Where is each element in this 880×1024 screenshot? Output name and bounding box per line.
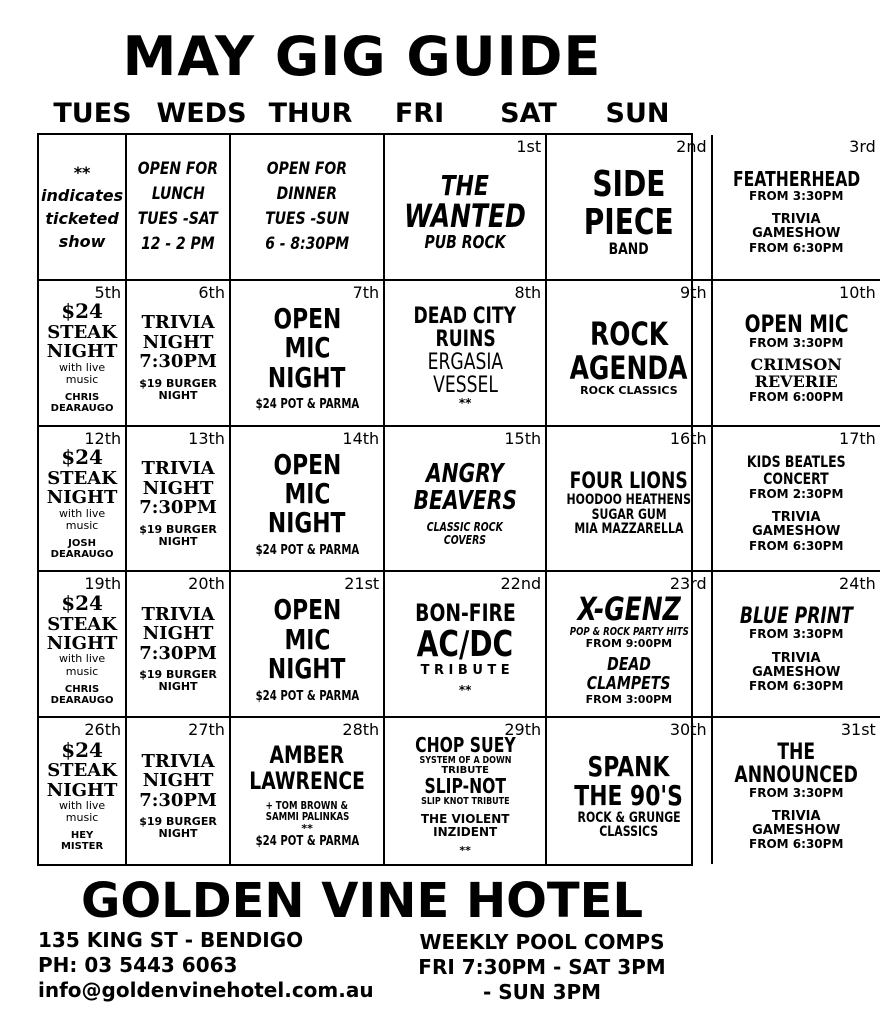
event-title: MIC bbox=[284, 476, 331, 510]
act-name: SIDE bbox=[592, 163, 666, 205]
cell-may-23 bbox=[547, 572, 712, 718]
note-line: show bbox=[58, 231, 106, 251]
hours-line: 12 - 2 PM bbox=[141, 233, 215, 254]
event-offer: $24 POT & PARMA bbox=[255, 542, 359, 558]
act-name: BEAVERS bbox=[413, 485, 517, 516]
date-label: 23rd bbox=[669, 574, 707, 594]
event-title: STEAK bbox=[47, 760, 117, 782]
act-name: X-GENZ bbox=[577, 589, 681, 628]
cell-may-22 bbox=[385, 572, 547, 718]
cell-may-20 bbox=[127, 572, 231, 718]
event-price: $24 bbox=[61, 445, 103, 470]
act-name: PIECE bbox=[583, 201, 674, 243]
date-label: 2nd bbox=[676, 137, 707, 156]
cell-may-29 bbox=[385, 718, 547, 864]
date-label: 21st bbox=[344, 574, 380, 594]
hours-line: OPEN FOR bbox=[137, 158, 219, 179]
event-offer: $24 POT & PARMA bbox=[255, 688, 359, 704]
cell-may-7 bbox=[231, 281, 385, 427]
event-title: NIGHT bbox=[268, 360, 346, 394]
ticketed-marker: ** bbox=[459, 844, 471, 858]
event-title: NIGHT bbox=[46, 341, 118, 363]
act-time: FROM 6:30PM bbox=[749, 837, 844, 852]
act-genre: BAND bbox=[608, 239, 649, 259]
act-name: DEARAUGO bbox=[50, 403, 114, 415]
act-name: GAMESHOW bbox=[752, 664, 841, 680]
calendar-grid bbox=[37, 133, 876, 866]
venue-email: info@goldenvinehotel.com.au bbox=[38, 978, 374, 1002]
act-name: AGENDA bbox=[569, 348, 688, 387]
venue-contact bbox=[38, 928, 374, 1003]
hours-line: 6 - 8:30PM bbox=[265, 233, 350, 254]
event-offer: $24 POT & PARMA bbox=[255, 834, 359, 850]
cell-may-5 bbox=[39, 281, 127, 427]
cell-lunch-hours bbox=[127, 135, 231, 281]
event-time: 7:30PM bbox=[139, 351, 217, 373]
date-label: 24th bbox=[839, 574, 876, 594]
pool-comps-times: FRI 7:30PM - SAT 3PM bbox=[418, 955, 666, 979]
act-time: FROM 6:30PM bbox=[749, 538, 844, 553]
act-name: MISTER bbox=[60, 841, 104, 853]
act-name: ANNOUNCED bbox=[734, 762, 858, 788]
event-title: NIGHT bbox=[268, 652, 346, 686]
act-genre: CLASSICS bbox=[599, 824, 659, 841]
act-genre: ROCK & GRUNGE bbox=[577, 809, 681, 826]
act-genre: SLIP KNOT TRIBUTE bbox=[420, 795, 510, 807]
act-name: ANGRY bbox=[426, 458, 505, 489]
act-time: FROM 3:30PM bbox=[749, 188, 844, 203]
event-note: with live music bbox=[58, 360, 106, 386]
event-title: TRIVIA bbox=[141, 604, 215, 626]
event-offer: $19 BURGER bbox=[139, 815, 217, 829]
cell-may-12 bbox=[39, 427, 127, 573]
act-name: THE 90'S bbox=[574, 779, 684, 813]
date-label: 19th bbox=[84, 574, 122, 594]
act-time: FROM 6:30PM bbox=[749, 679, 844, 694]
day-header-sat: SAT bbox=[500, 98, 557, 129]
pool-comps bbox=[392, 930, 692, 1005]
act-name: CLAMPETS bbox=[587, 672, 671, 694]
act-time: FROM 3:00PM bbox=[585, 692, 673, 706]
day-header-wed: WEDS bbox=[156, 98, 247, 129]
note-line: indicates bbox=[41, 185, 124, 205]
event-title: MIC bbox=[284, 622, 331, 656]
act-name: TRIVIA bbox=[771, 808, 821, 824]
date-label: 28th bbox=[342, 720, 380, 740]
date-label: 9th bbox=[680, 282, 707, 302]
cell-may-28 bbox=[231, 718, 385, 864]
cell-may-6 bbox=[127, 281, 231, 427]
day-header-fri: FRI bbox=[394, 98, 445, 129]
event-title: TRIVIA bbox=[141, 750, 215, 772]
cell-may-27 bbox=[127, 718, 231, 864]
cell-may-1 bbox=[385, 135, 547, 281]
event-title: TRIVIA bbox=[141, 458, 215, 480]
act-genre: ROCK CLASSICS bbox=[580, 384, 678, 398]
date-label: 16th bbox=[669, 428, 707, 448]
venue-phone: PH: 03 5443 6063 bbox=[38, 953, 238, 977]
date-label: 31st bbox=[840, 720, 876, 740]
act-name: INZIDENT bbox=[433, 825, 498, 840]
event-offer: $19 BURGER bbox=[139, 522, 217, 536]
day-header-sun: SUN bbox=[605, 98, 670, 129]
act-name: GAMESHOW bbox=[752, 524, 841, 540]
act-name: WANTED bbox=[404, 197, 526, 236]
date-label: 6th bbox=[198, 282, 225, 302]
act-name: CHRIS bbox=[64, 683, 100, 695]
cell-may-15 bbox=[385, 427, 547, 573]
cell-may-2 bbox=[547, 135, 712, 281]
date-label: 1st bbox=[516, 137, 542, 156]
act-name: ERGASIA bbox=[427, 350, 503, 376]
act-time: FROM 3:30PM bbox=[749, 335, 844, 350]
cell-may-19 bbox=[39, 572, 127, 718]
act-name: THE bbox=[441, 168, 490, 202]
event-note: with live music bbox=[58, 652, 106, 678]
date-label: 7th bbox=[352, 282, 380, 302]
act-name: SLIP-NOT bbox=[424, 773, 506, 798]
act-name: BLUE PRINT bbox=[739, 604, 853, 630]
event-offer: $19 BURGER bbox=[139, 668, 217, 682]
act-name: OPEN MIC bbox=[744, 309, 849, 338]
act-name: CRIMSON bbox=[750, 355, 842, 375]
act-name: CHRIS bbox=[64, 392, 100, 404]
act-time: FROM 6:30PM bbox=[749, 240, 844, 255]
act-time: FROM 3:30PM bbox=[749, 785, 844, 800]
event-title: OPEN bbox=[273, 593, 341, 627]
hours-line: TUES -SAT bbox=[138, 208, 219, 229]
act-name: AMBER bbox=[269, 741, 345, 770]
event-note: with live music bbox=[58, 799, 106, 825]
cell-may-10 bbox=[713, 281, 880, 427]
event-price: $24 bbox=[61, 299, 103, 324]
event-title: NIGHT bbox=[268, 506, 346, 540]
cell-may-26 bbox=[39, 718, 127, 864]
act-name: DEARAUGO bbox=[50, 694, 114, 706]
act-name: GAMESHOW bbox=[752, 226, 841, 242]
act-genre: CLASSIC ROCK bbox=[427, 520, 504, 535]
act-name: TRIVIA bbox=[771, 212, 821, 228]
event-price: $24 bbox=[61, 737, 103, 762]
date-label: 14th bbox=[342, 428, 380, 448]
date-label: 22nd bbox=[500, 574, 542, 594]
act-name: JOSH bbox=[68, 537, 96, 549]
day-header-thu: THUR bbox=[268, 98, 353, 129]
event-offer: NIGHT bbox=[158, 388, 198, 402]
pool-comps-title: WEEKLY POOL COMPS bbox=[419, 930, 665, 954]
event-title: STEAK bbox=[47, 321, 117, 343]
event-time: 7:30PM bbox=[139, 642, 217, 664]
cell-dinner-hours bbox=[231, 135, 385, 281]
act-name: THE bbox=[777, 739, 816, 765]
act-name: KIDS BEATLES bbox=[746, 452, 846, 472]
event-note: with live music bbox=[58, 506, 106, 532]
ticketed-marker: ** bbox=[301, 821, 313, 835]
date-label: 29th bbox=[504, 720, 542, 740]
event-offer: $19 BURGER bbox=[139, 376, 217, 390]
act-name: RUINS bbox=[435, 327, 496, 352]
event-title: TRIVIA bbox=[141, 312, 215, 334]
date-label: 12th bbox=[84, 428, 122, 448]
date-label: 26th bbox=[84, 720, 122, 740]
act-genre: POP & ROCK PARTY HITS bbox=[569, 625, 689, 639]
date-label: 8th bbox=[514, 282, 542, 302]
date-label: 15th bbox=[504, 428, 542, 448]
date-label: 3rd bbox=[849, 137, 876, 156]
act-name: HOODOO HEATHENS bbox=[566, 492, 692, 508]
event-price: $24 bbox=[61, 590, 103, 615]
event-title: NIGHT bbox=[46, 632, 118, 654]
act-name: VESSEL bbox=[432, 373, 498, 399]
act-genre: COVERS bbox=[444, 532, 487, 547]
venue-address: 135 KING ST - BENDIGO bbox=[38, 928, 304, 952]
act-genre: PUB ROCK bbox=[424, 231, 506, 253]
event-title: NIGHT bbox=[46, 487, 118, 509]
act-name: CONCERT bbox=[763, 469, 829, 488]
note-line: ticketed bbox=[45, 208, 119, 228]
act-name: SUGAR GUM bbox=[591, 506, 667, 523]
act-name: HEY bbox=[70, 830, 94, 842]
cell-may-30 bbox=[547, 718, 712, 864]
cell-may-17 bbox=[713, 427, 880, 573]
cell-may-16 bbox=[547, 427, 712, 573]
act-name: FOUR LIONS bbox=[569, 468, 688, 494]
ticketed-marker: ** bbox=[458, 683, 472, 698]
hours-line: LUNCH bbox=[151, 183, 205, 204]
pool-comps-times: - SUN 3PM bbox=[482, 980, 602, 1004]
event-title: NIGHT bbox=[142, 770, 214, 792]
day-header-tue: TUES bbox=[53, 98, 132, 129]
act-name: LAWRENCE bbox=[249, 766, 365, 795]
event-offer: $24 POT & PARMA bbox=[255, 396, 359, 412]
act-genre: T R I B U T E bbox=[420, 663, 510, 679]
ticketed-marker: ** bbox=[458, 396, 472, 411]
act-name: MIA MAZZARELLA bbox=[574, 521, 684, 538]
date-label: 17th bbox=[839, 428, 876, 448]
cell-may-8 bbox=[385, 281, 547, 427]
venue-name: GOLDEN VINE HOTEL bbox=[80, 873, 644, 929]
act-name: TRIVIA bbox=[771, 509, 821, 525]
act-name: AC/DC bbox=[416, 624, 514, 666]
hours-line: OPEN FOR bbox=[266, 158, 348, 179]
event-title: NIGHT bbox=[142, 623, 214, 645]
cell-may-9 bbox=[547, 281, 712, 427]
act-name: SPANK bbox=[587, 750, 670, 784]
cell-may-14 bbox=[231, 427, 385, 573]
act-name: CHOP SUEY bbox=[414, 732, 516, 757]
event-title: OPEN bbox=[273, 447, 341, 481]
date-label: 20th bbox=[188, 574, 225, 594]
act-name: FEATHERHEAD bbox=[732, 166, 860, 191]
hours-line: TUES -SUN bbox=[265, 208, 350, 229]
cell-may-21 bbox=[231, 572, 385, 718]
event-title: NIGHT bbox=[142, 331, 214, 353]
date-label: 30th bbox=[669, 720, 707, 740]
hours-line: DINNER bbox=[276, 183, 338, 204]
act-name: DEARAUGO bbox=[50, 548, 114, 560]
act-support: SAMMI PALINKAS bbox=[265, 810, 349, 824]
act-name: GAMESHOW bbox=[752, 823, 841, 839]
event-title: NIGHT bbox=[142, 477, 214, 499]
act-time: FROM 6:00PM bbox=[749, 389, 844, 404]
date-label: 10th bbox=[839, 282, 876, 302]
act-time: FROM 2:30PM bbox=[749, 486, 844, 501]
page-title: MAY GIG GUIDE bbox=[122, 25, 602, 88]
cell-ticket-note bbox=[39, 135, 127, 281]
date-label: 27th bbox=[188, 720, 225, 740]
cell-may-13 bbox=[127, 427, 231, 573]
act-name: DEAD bbox=[607, 653, 651, 675]
day-header-row bbox=[38, 96, 692, 132]
date-label: 13th bbox=[188, 428, 225, 448]
act-time: FROM 3:30PM bbox=[749, 627, 844, 642]
event-offer: NIGHT bbox=[158, 827, 198, 841]
date-label: 5th bbox=[94, 282, 122, 302]
note-line: ** bbox=[73, 162, 91, 182]
act-name: DEAD CITY bbox=[413, 303, 517, 329]
event-time: 7:30PM bbox=[139, 497, 217, 519]
event-title: STEAK bbox=[47, 613, 117, 635]
act-name: TRIVIA bbox=[771, 650, 821, 666]
act-time: FROM 9:00PM bbox=[585, 636, 673, 650]
cell-may-3 bbox=[713, 135, 880, 281]
act-name: REVERIE bbox=[754, 372, 838, 392]
act-genre: TRIBUTE bbox=[441, 764, 489, 776]
act-support: + TOM BROWN & bbox=[265, 798, 349, 812]
event-time: 7:30PM bbox=[139, 789, 217, 811]
event-title: OPEN bbox=[273, 301, 341, 335]
event-title: STEAK bbox=[47, 467, 117, 489]
act-name: BON-FIRE bbox=[414, 599, 516, 628]
cell-may-24 bbox=[713, 572, 880, 718]
act-name: ROCK bbox=[589, 315, 668, 354]
act-genre: SYSTEM OF A DOWN bbox=[419, 754, 512, 766]
event-offer: NIGHT bbox=[158, 680, 198, 694]
cell-may-31 bbox=[713, 718, 880, 864]
event-title: MIC bbox=[284, 331, 331, 365]
event-title: NIGHT bbox=[46, 779, 118, 801]
act-name: THE VIOLENT bbox=[420, 811, 510, 826]
event-offer: NIGHT bbox=[158, 534, 198, 548]
